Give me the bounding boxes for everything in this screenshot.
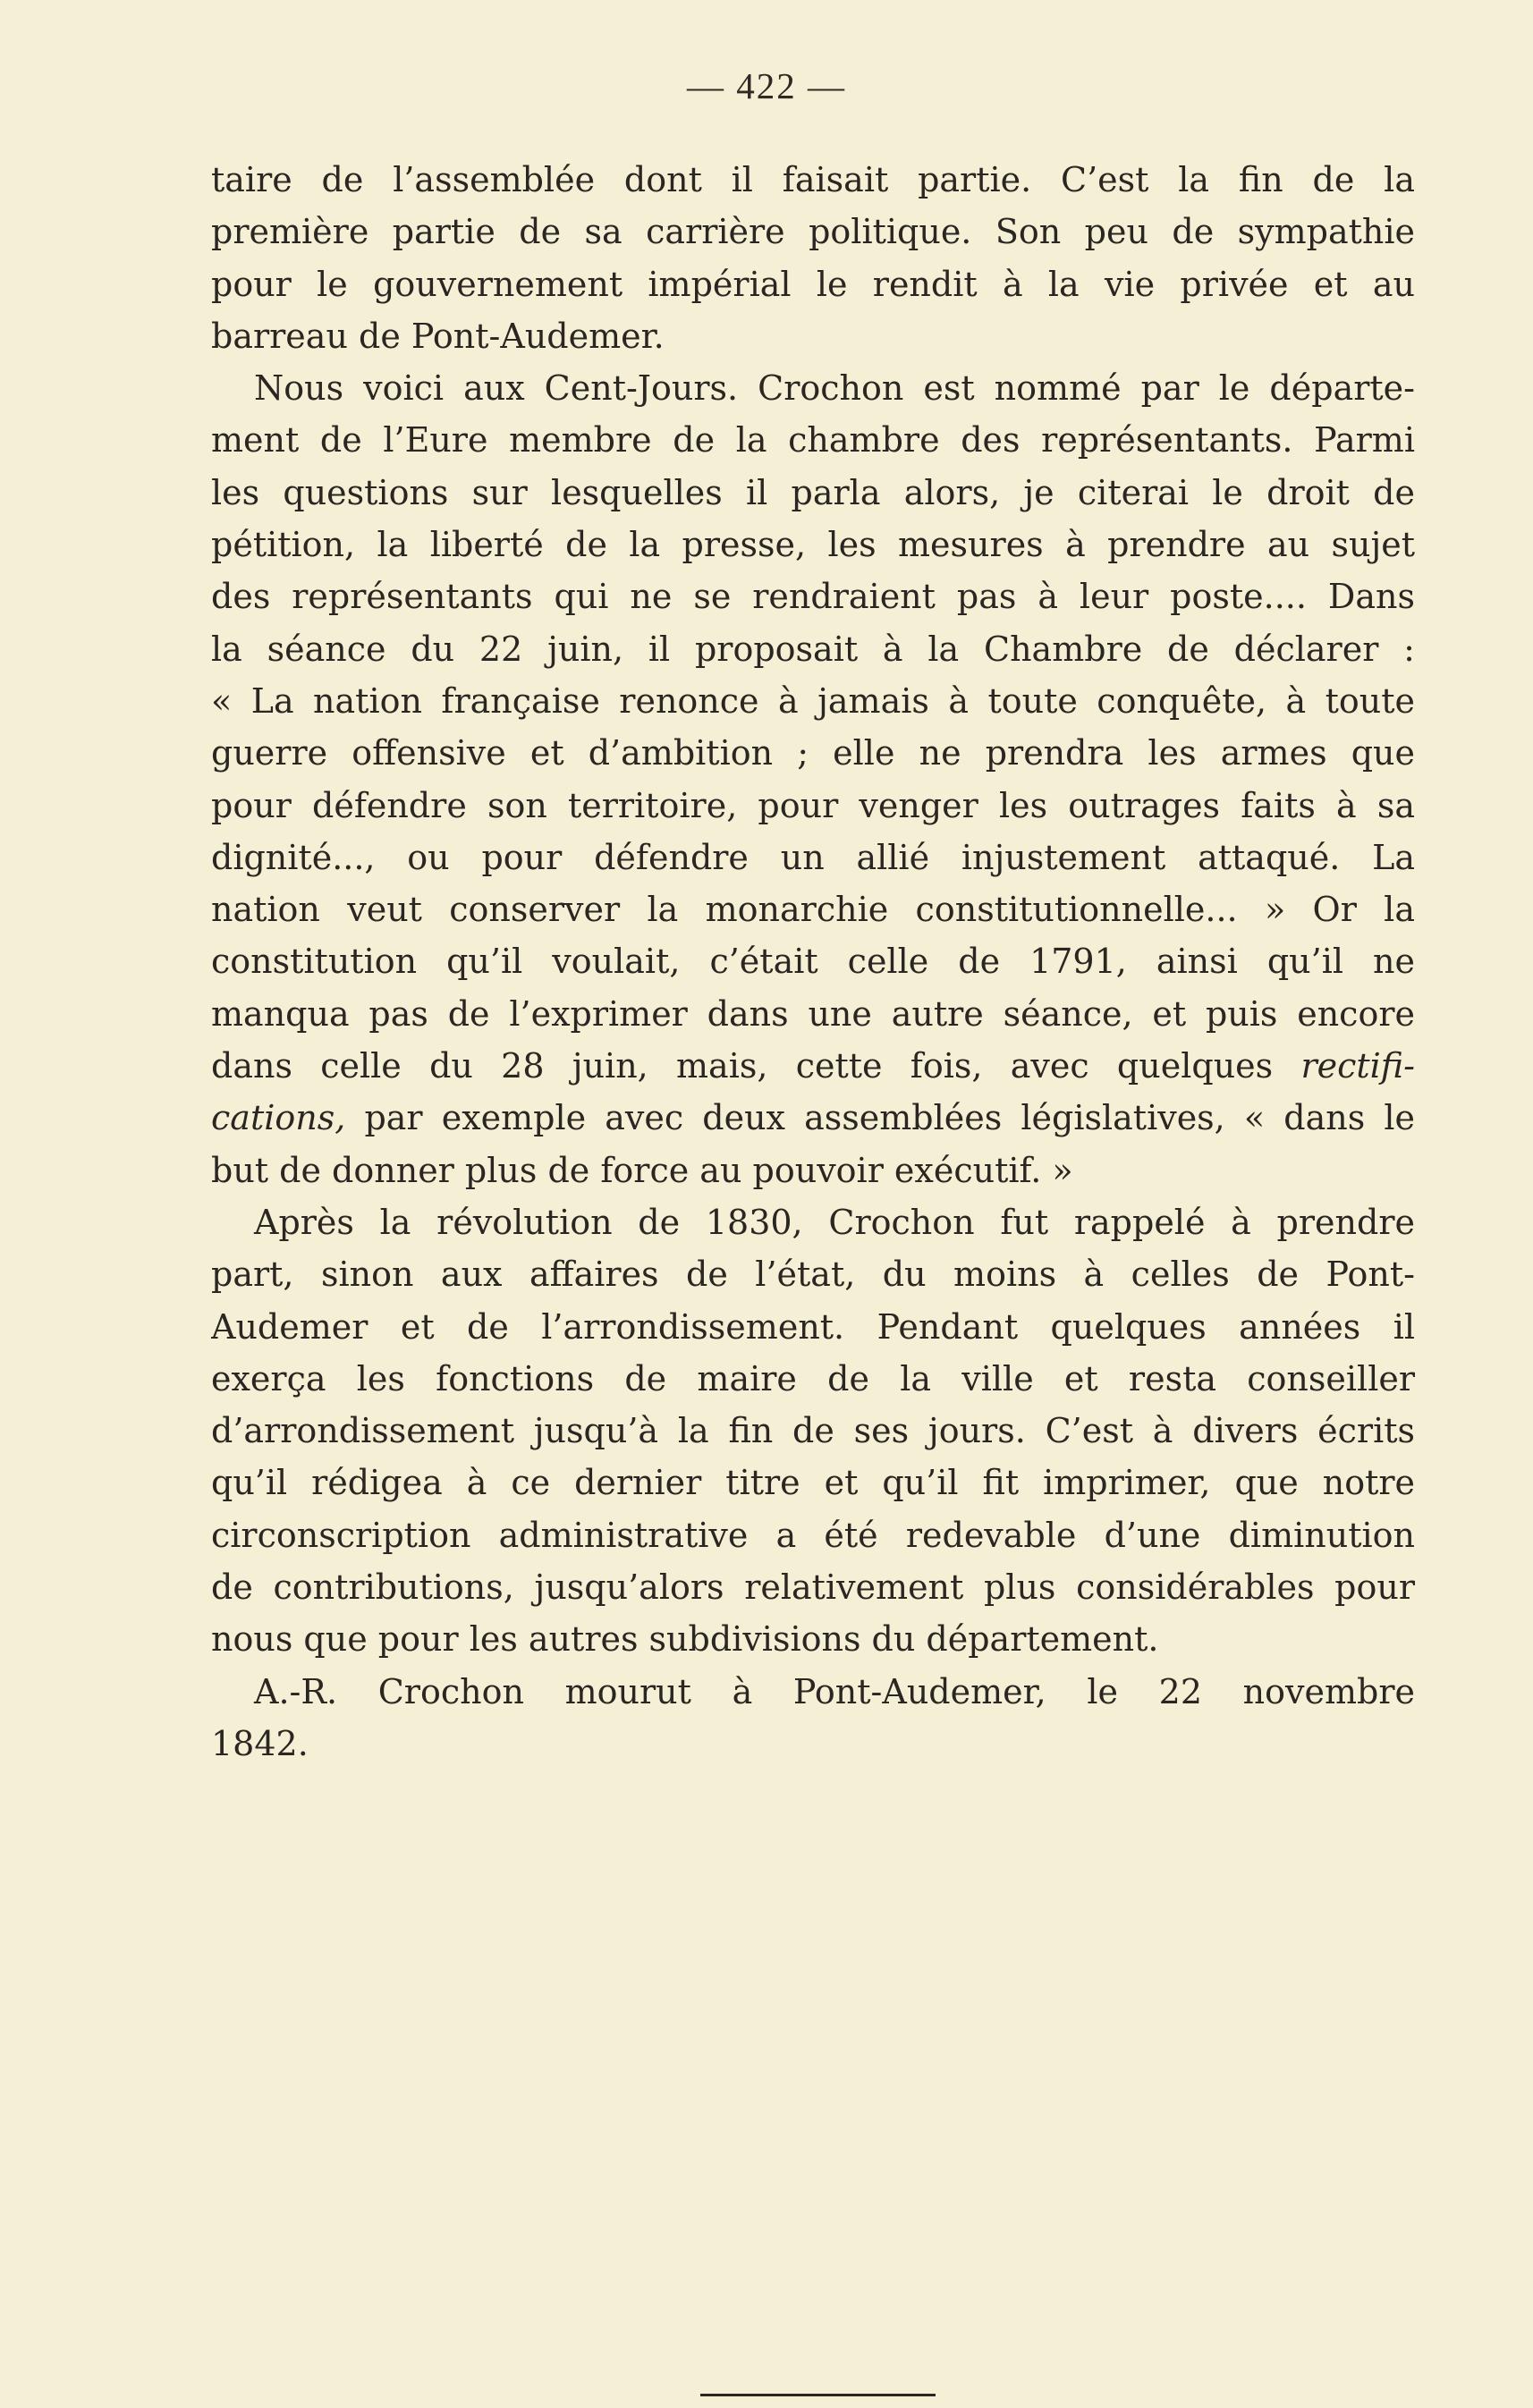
text-line: pour défendre son territoire, pour venger les outrages faits à sa — [211, 785, 1415, 825]
text-line: nous que pour les autres subdivisions du département. — [211, 1619, 1159, 1660]
text-line: barreau de Pont-Audemer. — [211, 316, 665, 356]
text-line: d’arrondissement jusqu’à la fin de ses jours. C’est à divers écrits — [211, 1411, 1415, 1451]
text-line: de contributions, jusqu’alors relativement plus considérables pour — [211, 1567, 1415, 1608]
text-line: but de donner plus de force au pouvoir exécutif. » — [211, 1150, 1073, 1190]
text-line: A.-R. Crochon mourut à Pont-Audemer, le 22 novembre — [254, 1671, 1415, 1711]
text-line: dignité..., ou pour défendre un allié injustement attaqué. La — [211, 837, 1415, 877]
text-line: Audemer et de l’arrondissement. Pendant quelques années il — [211, 1306, 1415, 1347]
text-line — [211, 1040, 1415, 1092]
text-line: « La nation française renonce à jamais à toute conquête, à toute — [211, 680, 1415, 721]
text-line: pétition, la liberté de la presse, les mesures à prendre au sujet — [211, 525, 1415, 565]
text-line: exerça les fonctions de maire de la ville et resta conseiller — [211, 1358, 1415, 1398]
text-line: circonscription administrative a été redevable d’une diminution — [211, 1515, 1415, 1555]
text-line: 1842. — [211, 1723, 309, 1763]
italic-word: rectifi- — [1300, 1046, 1415, 1086]
text-line: guerre offensive et d’ambition ; elle ne prendra les armes que — [211, 733, 1415, 773]
text-line: part, sinon aux affaires de l’état, du moins à celles de Pont- — [211, 1255, 1415, 1295]
text-line: manqua pas de l’exprimer dans une autre séance, et puis encore — [211, 993, 1415, 1034]
text-line: les questions sur lesquelles il parla alors, je citerai le droit de — [211, 472, 1415, 512]
text-line: ment de l’Eure membre de la chambre des représentants. Parmi — [211, 420, 1415, 460]
text-line: Après la révolution de 1830, Crochon fut rappelé à prendre — [254, 1202, 1415, 1242]
text-line: première partie de sa carrière politique. Son peu de sympathie — [211, 212, 1415, 252]
text-line: des représentants qui ne se rendraient pas à leur poste.... Dans — [211, 577, 1415, 617]
text-line: nation veut conserver la monarchie constitutionnelle... » Or la — [211, 890, 1415, 930]
text-line: taire de l’assemblée dont il faisait partie. C’est la fin de la — [211, 160, 1415, 199]
page-number: — 422 — — [687, 65, 846, 106]
text-line — [211, 1092, 1415, 1144]
text-segment: dans celle du 28 juin, mais, cette fois, avec quelques — [211, 1046, 1274, 1086]
italic-word: cations, — [211, 1098, 346, 1138]
text-line: pour le gouvernement impérial le rendit à la vie privée et au — [211, 264, 1415, 304]
body-text — [211, 154, 1415, 1770]
text-line: la séance du 22 juin, il proposait à la Chambre de déclarer : — [211, 629, 1415, 669]
text-line: qu’il rédigea à ce dernier titre et qu’il fit imprimer, que notre — [211, 1463, 1415, 1503]
closing-rule — [700, 2394, 936, 2396]
text-segment: par exemple avec deux assemblées législatives, « dans le — [364, 1098, 1415, 1138]
text-line: constitution qu’il voulait, c’était celle de 1791, ainsi qu’il ne — [211, 942, 1415, 982]
text-line: Nous voici aux Cent-Jours. Crochon est nommé par le départe- — [254, 368, 1415, 409]
